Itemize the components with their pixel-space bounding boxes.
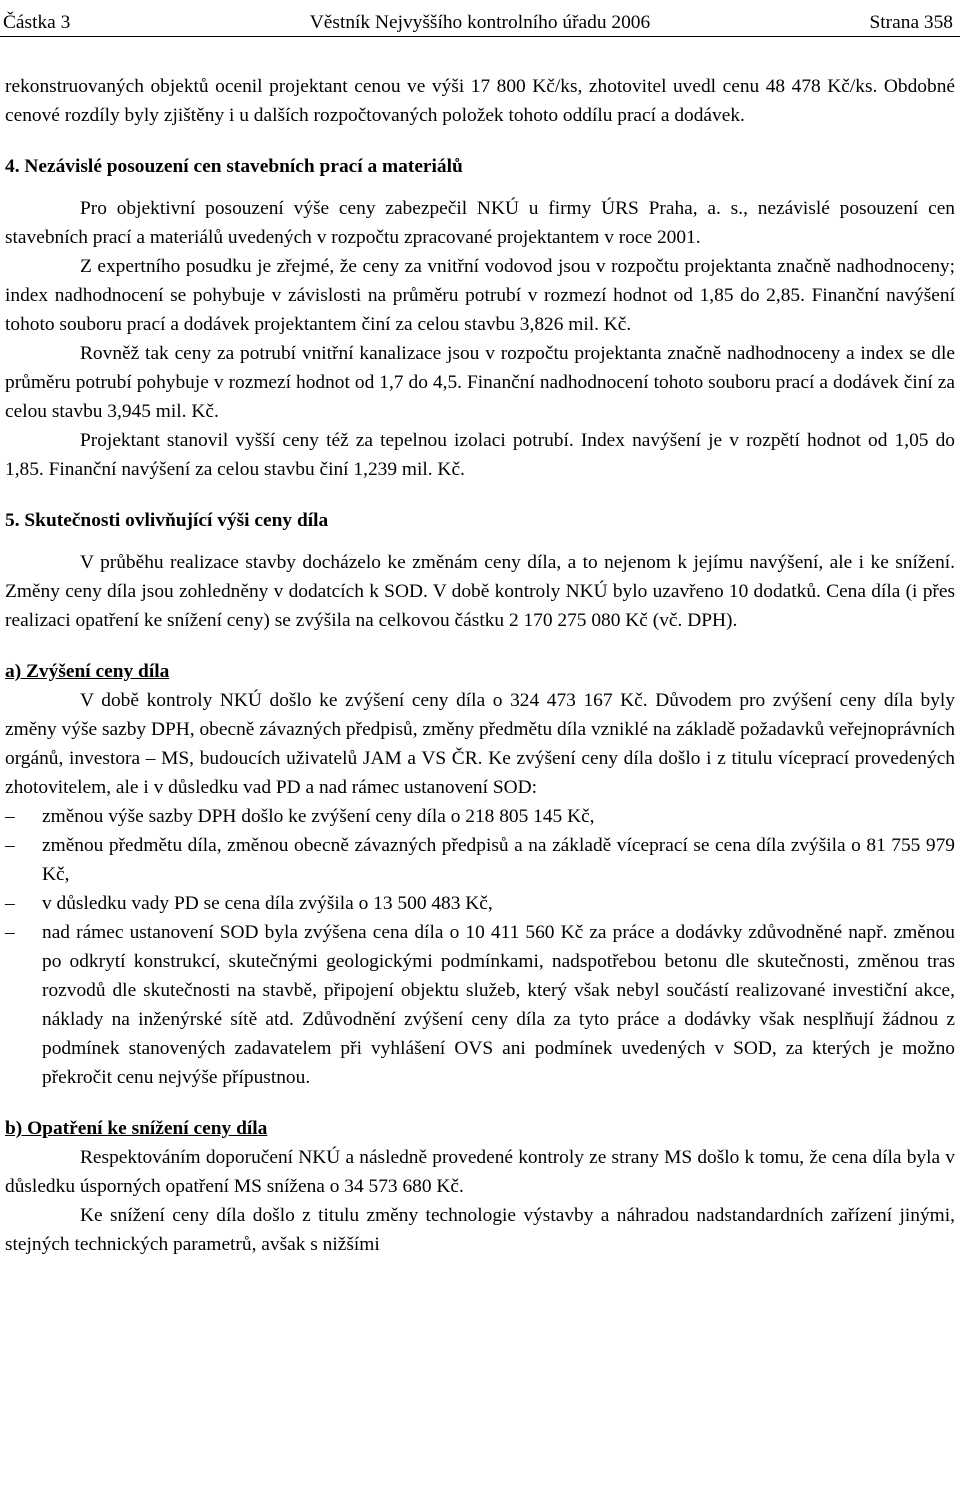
list-item xyxy=(5,918,955,1092)
list-item xyxy=(5,889,955,918)
section-4-paragraph-3: Rovněž tak ceny za potrubí vnitřní kanalizace jsou v rozpočtu projektanta značně nadhodnoceny a index se dle průměru potrubí pohybuje v rozmezí hodnot od 1,7 do 4,5. Finanční nadhodnocení tohoto souboru prací a dodávek činí za celou stavbu 3,945 mil. Kč. xyxy=(5,343,955,422)
section-4-paragraph-1: Pro objektivní posouzení výše ceny zabezpečil NKÚ u firmy ÚRS Praha, a. s., nezávislé posouzení cen stavebních prací a materiálů uvedených v rozpočtu zpracované projektantem v roce 2001. xyxy=(5,198,955,248)
list-item-text: nad rámec ustanovení SOD byla zvýšena cena díla o 10 411 560 Kč za práce a dodávky zdůvodněné např. změnou po odkrytí konstrukcí, skutečnými geologickými podmínkami, nadspotřebou betonu dle skutečnosti, změnou tras rozvodů dle skutečnosti na stavbě, připojení objektu služeb, který však nebyl součástí realizované investiční akce, náklady na inženýrské sítě atd. Zdůvodnění zvýšení ceny díla za tyto práce a dodávky však nesplňují žádnou z podmínek stanovených zadavatelem při vyhlášení OVS ani podmínek uvedených v SOD, za kterých je možno překročit cenu nejvýše přípustnou. xyxy=(42,922,955,1088)
section-4-heading: 4. Nezávislé posouzení cen stavebních prací a materiálů xyxy=(5,156,463,177)
list-item-text: změnou výše sazby DPH došlo ke zvýšení ceny díla o 218 805 145 Kč, xyxy=(42,806,595,827)
list-item xyxy=(5,802,955,831)
section-4-paragraph-4: Projektant stanovil vyšší ceny též za tepelnou izolaci potrubí. Index navýšení je v rozpětí hodnot od 1,05 do 1,85. Finanční navýšení za celou stavbu činí 1,239 mil. Kč. xyxy=(5,430,955,480)
subsection-a-paragraph: V době kontroly NKÚ došlo ke zvýšení ceny díla o 324 473 167 Kč. Důvodem pro zvýšení ceny díla byly změny výše sazby DPH, obecně závazných předpisů, změny předmětu díla vzniklé na základě požadavků veřejnoprávních orgánů, investora – MS, budoucích uživatelů JAM a VS ČR. Ke zvýšení ceny díla došlo i z titulu víceprací provedených zhotovitelem, ale i v důsledku vad PD a nad rámec ustanovení SOD: xyxy=(5,690,955,798)
subsection-a-list xyxy=(5,802,955,1092)
section-5-heading: 5. Skutečnosti ovlivňující výši ceny díla xyxy=(5,510,329,531)
section-4-paragraph-2: Z expertního posudku je zřejmé, že ceny za vnitřní vodovod jsou v rozpočtu projektanta značně nadhodnoceny; index nadhodnocení se pohybuje v závislosti na průměru potrubí v rozmezí hodnot od 1,85 do 2,85. Finanční navýšení tohoto souboru prací a dodávek projektantem činí za celou stavbu 3,826 mil. Kč. xyxy=(5,256,955,335)
page-header xyxy=(0,6,960,37)
dash-bullet: – xyxy=(5,806,15,827)
dash-bullet: – xyxy=(5,893,15,914)
dash-bullet: – xyxy=(5,922,15,943)
header-page-number: Strana 358 xyxy=(869,12,953,33)
list-item xyxy=(5,831,955,889)
header-journal-title: Věstník Nejvyššího kontrolního úřadu 2006 xyxy=(309,12,651,33)
list-item-text: v důsledku vady PD se cena díla zvýšila o 13 500 483 Kč, xyxy=(42,893,493,914)
subsection-b-paragraph-1: Respektováním doporučení NKÚ a následně provedené kontroly ze strany MS došlo k tomu, že cena díla byla v důsledku úsporných opatření MS snížena o 34 573 680 Kč. xyxy=(5,1147,955,1197)
intro-paragraph: rekonstruovaných objektů ocenil projektant cenou ve výši 17 800 Kč/ks, zhotovitel uvedl cenu 48 478 Kč/ks. Obdobné cenové rozdíly byly zjištěny i u dalších rozpočtovaných položek tohoto oddílu prací a dodávek. xyxy=(5,76,955,126)
header-part-number: Částka 3 xyxy=(3,12,71,33)
section-5-paragraph-1: V průběhu realizace stavby docházelo ke změnám ceny díla, a to nejenom k jejímu navýšení, ale i ke snížení. Změny ceny díla jsou zohledněny v dodatcích k SOD. V době kontroly NKÚ bylo uzavřeno 10 dodatků. Cena díla (i přes realizaci opatření ke snížení ceny) se zvýšila na celkovou částku 2 170 275 080 Kč (vč. DPH). xyxy=(5,552,955,631)
subsection-b-paragraph-2: Ke snížení ceny díla došlo z titulu změny technologie výstavby a náhradou nadstandardních zařízení jinými, stejných technických parametrů, avšak s nižšími xyxy=(5,1205,955,1255)
dash-bullet: – xyxy=(5,835,15,856)
page-content xyxy=(5,72,955,1259)
list-item-text: změnou předmětu díla, změnou obecně závazných předpisů a na základě víceprací se cena díla zvýšila o 81 755 979 Kč, xyxy=(42,835,955,885)
subsection-b-heading: b) Opatření ke snížení ceny díla xyxy=(5,1118,268,1139)
subsection-a-heading: a) Zvýšení ceny díla xyxy=(5,661,170,682)
